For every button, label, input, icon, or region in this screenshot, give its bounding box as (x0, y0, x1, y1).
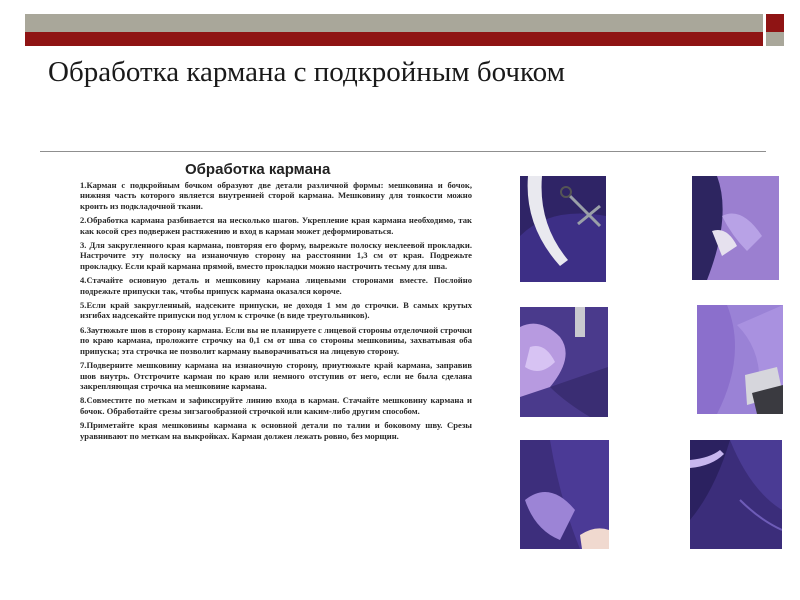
photo-sewing-machine (520, 307, 608, 417)
header-square-red (766, 14, 784, 32)
instruction-step-7: 7.Подверните мешковину кармана на изнаночную сторону, приутюжьте край кармана, заправив шов внутрь. Отстрочите карман по краю или немного отступив от него, если не была сделана закрепляющая строчка на мешковине кармана. (80, 360, 472, 391)
instruction-steps (80, 180, 472, 445)
document-heading: Обработка кармана (185, 161, 331, 178)
photo-pocket-bag-attach (692, 176, 779, 280)
photo-folding-edge (520, 440, 609, 549)
instruction-step-2: 2.Обработка кармана разбивается на несколько шагов. Укрепление края кармана необходимо, так как косой срез подвержен растяжению и вход в карман может деформироваться. (80, 215, 472, 236)
slide-title: Обработка кармана с подкройным бочком (48, 56, 565, 88)
instruction-step-8: 8.Совместите по меткам и зафиксируйте линию входа в карман. Стачайте мешковину кармана и бочок. Обработайте срезы зигзагообразной строчкой или каким-либо другим способом. (80, 395, 472, 416)
title-divider (40, 151, 766, 152)
needle-icon (575, 307, 585, 337)
instruction-step-1: 1.Карман с подкройным бочком образуют две детали различной формы: мешковина и бочок, нижняя часть которого является внутренней сторой кармана. Мешковину для тонкости можно кроить из подкладочной ткани. (80, 180, 472, 211)
photo-stitching-bag (690, 440, 782, 549)
header-square-gray (766, 32, 784, 46)
instruction-step-9: 9.Приметайте края мешковины кармана к основной детали по талии и боковому шву. Срезы уравнивают по меткам на выкройках. Карман должен лежать ровно, без морщин. (80, 420, 472, 441)
instruction-step-6: 6.Заутюжьте шов в сторону кармана. Если вы не планируете с лицевой стороны отделочной строчки по краю кармана, проложите строчку на 0,1 см от шва со стороны мешковины, захватывая оба припуска; эта строчка не позволит карману выворачиваться на лицевую сторону. (80, 324, 472, 356)
instruction-step-4: 4.Стачайте основную деталь и мешковину кармана лицевыми сторонами вместе. Послойно подрежьте припуски так, чтобы припуск кармана оказался короче. (80, 275, 472, 296)
photo-pressing-seam (697, 305, 783, 414)
instruction-step-3: 3. Для закругленного края кармана, повторяя его форму, вырежьте полоску неклеевой прокладки. Настрочите эту полоску на изнаночную сторону на расстоянии 1,3 см от края. Подрежьте прокладку. Если край кармана прямой, вместо прокладки можно настрочить тесьму для шва. (80, 240, 472, 271)
photo-cutting-interfacing (520, 176, 606, 282)
header-bar-gray (25, 14, 763, 32)
header-bar-red (25, 32, 763, 46)
instruction-step-5: 5.Если край закругленный, надсеките припуски, не доходя 1 мм до строчки. В самых крутых изгибах надсекайте припуски под углом к строчке (в виде треугольников). (80, 300, 472, 321)
